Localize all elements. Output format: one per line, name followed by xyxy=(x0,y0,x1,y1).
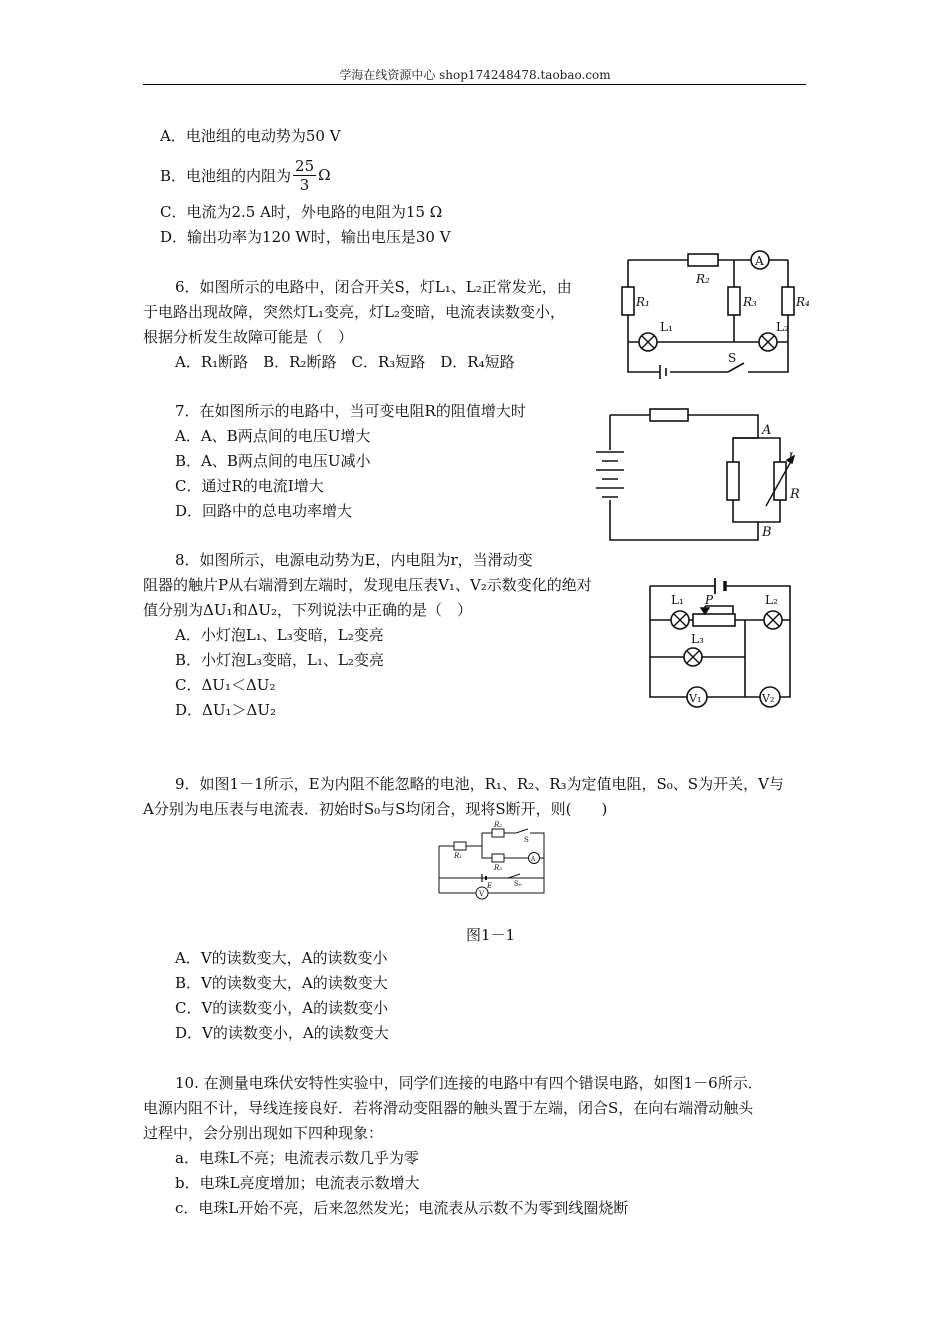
q7-option-b: B．A、B两点间的电压U减小 xyxy=(175,452,371,470)
q6-options: A．R₁断路 B．R₂断路 C．R₃短路 D．R₄短路 xyxy=(175,353,515,371)
q6-label-r4: R₄ xyxy=(796,295,810,309)
q6-stem-line1: 6．如图所示的电路中，闭合开关S，灯L₁、L₂正常发光，由 xyxy=(175,278,572,296)
q8-option-a: A．小灯泡L₁、L₃变暗，L₂变亮 xyxy=(175,626,384,644)
q6-label-r3: R₃ xyxy=(743,295,757,309)
q8-label-l2: L₂ xyxy=(765,593,778,607)
q9-option-d: D．V的读数变小，A的读数变大 xyxy=(175,1024,389,1042)
q6-label-l1: L₁ xyxy=(660,320,673,334)
q5-option-a: A．电池组的电动势为50 V xyxy=(160,127,341,145)
q10-stem-line1: 10. 在测量电珠伏安特性实验中，同学们连接的电路中有四个错误电路，如图1－6所示． xyxy=(175,1074,763,1092)
q7-circuit-diagram xyxy=(590,400,805,545)
q9-option-c: C．V的读数变小，A的读数变小 xyxy=(175,999,389,1017)
q7-label-r: R xyxy=(790,487,800,502)
q8-stem-line2: 阻器的触片P从右端滑到左端时，发现电压表V₁、V₂示数变化的绝对 xyxy=(143,576,592,594)
q5-option-b-text: B．电池组的内阻为 xyxy=(160,166,292,185)
q8-label-l1: L₁ xyxy=(671,593,684,607)
q7-label-b: B xyxy=(762,525,772,540)
q8-circuit-diagram xyxy=(645,572,795,707)
q10-stem-line3: 过程中，会分别出现如下四种现象： xyxy=(143,1124,384,1142)
q9-figure-caption: 图1－1 xyxy=(466,926,516,944)
q9-label-v: V xyxy=(479,890,485,898)
q5-option-b-unit: Ω xyxy=(318,166,331,184)
q8-stem-line3: 值分别为ΔU₁和ΔU₂，下列说法中正确的是（ ） xyxy=(143,601,472,619)
q8-label-l3: L₃ xyxy=(691,632,704,646)
q6-stem-line3: 根据分析发生故障可能是（ ） xyxy=(143,328,354,346)
q9-label-s: S xyxy=(524,836,529,844)
q5-fraction xyxy=(293,157,316,194)
q5-fraction-denominator: 3 xyxy=(299,175,310,194)
q7-option-c: C．通过R的电流I增大 xyxy=(175,477,324,495)
q6-circuit-diagram xyxy=(620,245,815,385)
q8-label-v2: V₂ xyxy=(762,692,775,705)
q7-label-i: I xyxy=(788,451,794,466)
q10-item-b: b．电珠L亮度增加；电流表示数增大 xyxy=(175,1174,420,1192)
q10-item-c: c．电珠L开始不亮，后来忽然发光；电流表从示数不为零到线圈烧断 xyxy=(175,1199,629,1217)
page-header: 学海在线资源中心 shop174248478.taobao.com xyxy=(339,68,611,82)
q9-label-r2: R₂ xyxy=(494,821,503,829)
header-rule xyxy=(143,84,806,85)
q9-stem-line2: A分别为电压表与电流表．初始时S₀与S均闭合，现将S断开，则( ) xyxy=(143,800,608,818)
q9-label-s0: S₀ xyxy=(514,880,522,888)
q9-label-r3: R₃ xyxy=(494,864,503,872)
q9-label-e: E xyxy=(487,882,493,890)
q9-stem-line1: 9．如图1－1所示，E为内阻不能忽略的电池，R₁、R₂、R₃为定值电阻，S₀、S为开关，V与 xyxy=(175,775,784,793)
q10-item-a: a．电珠L不亮；电流表示数几乎为零 xyxy=(175,1149,419,1167)
q6-ammeter-label: A xyxy=(755,254,764,268)
q5-fraction-numerator: 25 xyxy=(295,156,315,175)
q5-option-c: C．电流为2.5 A时，外电路的电阻为15 Ω xyxy=(160,203,443,221)
q6-label-l2: L₂ xyxy=(776,320,789,334)
q5-option-b xyxy=(160,150,331,200)
q8-label-p: P xyxy=(705,593,714,607)
q6-stem-line2: 于电路出现故障，突然灯L₁变亮，灯L₂变暗，电流表读数变小， xyxy=(143,303,565,321)
q9-circuit-diagram xyxy=(436,818,548,898)
q8-stem-line1: 8．如图所示，电源电动势为E，内电阻为r，当滑动变 xyxy=(175,551,533,569)
q6-label-r2: R₂ xyxy=(696,272,710,286)
q9-label-a: A xyxy=(531,856,536,863)
q8-option-c: C．ΔU₁＜ΔU₂ xyxy=(175,676,276,694)
q9-option-a: A．V的读数变大，A的读数变小 xyxy=(175,949,388,967)
q7-label-a: A xyxy=(762,423,772,438)
q7-stem: 7．在如图所示的电路中，当可变电阻R的阻值增大时 xyxy=(175,402,526,420)
q10-stem-line2: 电源内阻不计，导线连接良好．若将滑动变阻器的触头置于左端，闭合S，在向右端滑动触头 xyxy=(143,1099,754,1117)
q9-label-r1: R₁ xyxy=(454,852,463,860)
q7-option-d: D．回路中的总电功率增大 xyxy=(175,502,353,520)
q8-option-b: B．小灯泡L₃变暗，L₁、L₂变亮 xyxy=(175,651,384,669)
q6-label-s: S xyxy=(728,351,737,365)
q8-label-v1: V₁ xyxy=(689,692,702,705)
q7-option-a: A．A、B两点间的电压U增大 xyxy=(175,427,371,445)
q5-option-d: D．输出功率为120 W时，输出电压是30 V xyxy=(160,228,451,246)
q9-option-b: B．V的读数变大，A的读数变大 xyxy=(175,974,388,992)
q8-option-d: D．ΔU₁＞ΔU₂ xyxy=(175,701,277,719)
q6-label-r1: R₁ xyxy=(636,295,650,309)
